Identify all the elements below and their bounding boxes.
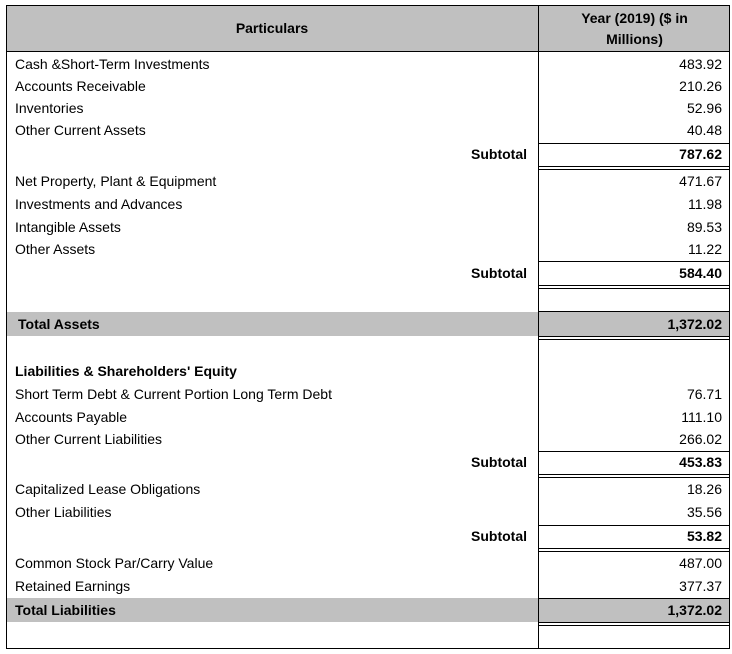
subtotal-rule-bottom-double	[539, 288, 730, 289]
row-value: 377.37	[679, 578, 722, 594]
subtotal-value: 584.40	[679, 265, 722, 281]
header-particulars: Particulars	[235, 20, 309, 36]
subtotal-rule-bottom	[539, 474, 730, 475]
subtotal-rule-top	[539, 451, 730, 452]
subtotal-rule-top	[539, 525, 730, 526]
row-label: Other Liabilities	[15, 504, 112, 520]
subtotal-value: 787.62	[679, 146, 722, 162]
total-rule-top	[539, 311, 730, 312]
row-value: 487.00	[679, 555, 722, 571]
row-label: Cash &Short-Term Investments	[15, 56, 210, 72]
row-label: Short Term Debt & Current Portion Long Term Debt	[15, 386, 332, 402]
column-divider-left	[538, 5, 539, 649]
row-label: Retained Earnings	[15, 578, 131, 594]
subtotal-rule-bottom	[539, 285, 730, 286]
row-label: Other Current Liabilities	[15, 431, 163, 447]
total-assets-value: 1,372.02	[667, 316, 722, 332]
subtotal-label: Subtotal	[471, 146, 527, 162]
header-year-line1: Year (2019) ($ in	[581, 10, 688, 26]
total-rule-bottom	[539, 336, 730, 337]
row-value: 35.56	[686, 504, 722, 520]
total-liabilities-value: 1,372.02	[667, 602, 722, 618]
row-label: Other Assets	[15, 241, 96, 257]
row-value: 210.26	[679, 78, 722, 94]
subtotal-rule-bottom	[539, 166, 730, 167]
subtotal-rule-top	[539, 143, 730, 144]
row-value: 18.26	[686, 481, 722, 497]
row-label: Accounts Receivable	[15, 78, 146, 94]
total-rule-top	[539, 598, 730, 599]
row-value: 11.98	[688, 196, 722, 212]
row-value: 483.92	[679, 56, 722, 72]
subtotal-rule-bottom-double	[539, 477, 730, 478]
subtotal-value: 53.82	[686, 528, 722, 544]
subtotal-value: 453.83	[679, 454, 722, 470]
row-label: Inventories	[15, 100, 84, 116]
header-divider	[6, 51, 730, 52]
row-value: 11.22	[688, 241, 722, 257]
row-value: 89.53	[686, 219, 722, 235]
total-rule-bottom-double	[539, 625, 730, 626]
row-value: 76.71	[686, 386, 722, 402]
row-value: 471.67	[679, 173, 722, 189]
subtotal-label: Subtotal	[471, 454, 527, 470]
subtotal-rule-bottom	[539, 548, 730, 549]
total-rule-bottom	[539, 622, 730, 623]
subtotal-label: Subtotal	[471, 528, 527, 544]
total-assets-label: Total Assets	[18, 316, 100, 332]
subtotal-rule-bottom-double	[539, 169, 730, 170]
row-label: Investments and Advances	[15, 196, 183, 212]
row-label: Other Current Assets	[15, 122, 146, 138]
total-rule-bottom-double	[539, 339, 730, 340]
row-value: 111.10	[681, 409, 722, 425]
liabilities-heading: Liabilities & Shareholders' Equity	[15, 363, 237, 379]
row-label: Capitalized Lease Obligations	[15, 481, 201, 497]
row-value: 266.02	[679, 431, 722, 447]
subtotal-rule-bottom-double	[539, 551, 730, 552]
row-label: Net Property, Plant & Equipment	[15, 173, 217, 189]
subtotal-rule-top	[539, 261, 730, 262]
subtotal-label: Subtotal	[471, 265, 527, 281]
row-value: 52.96	[686, 100, 722, 116]
header-year-line2: Millions)	[606, 31, 663, 47]
row-value: 40.48	[686, 122, 722, 138]
row-label: Accounts Payable	[15, 409, 128, 425]
row-label: Intangible Assets	[15, 219, 121, 235]
total-liabilities-label: Total Liabilities	[15, 602, 116, 618]
row-label: Common Stock Par/Carry Value	[15, 555, 214, 571]
